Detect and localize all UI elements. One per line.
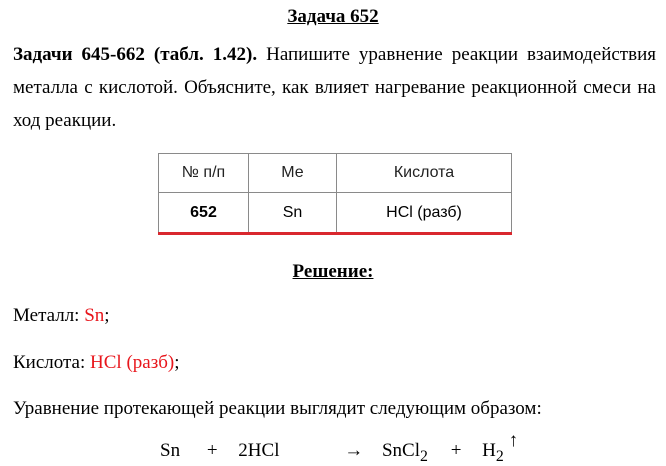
- acid-line: [13, 352, 179, 374]
- table-row: [159, 193, 512, 234]
- equation-intro: Уравнение протекающей реакции выглядит следующим образом:: [13, 398, 542, 419]
- metal-suffix: ;: [104, 305, 110, 326]
- gas-arrow-icon: ↑: [508, 430, 519, 451]
- task-text: Напишите уравнение реакции взаимодействия металла с кислотой. Объясните, как влияет нагревание реакционной смеси на ход реакции.: [13, 44, 656, 131]
- task-statement: [13, 38, 656, 137]
- product-sncl2: SnCl$_2$: [381, 440, 428, 465]
- cell-number: 652: [159, 193, 249, 234]
- reactant-sn: Sn: [160, 440, 181, 461]
- cell-acid: HCl (разб): [337, 193, 512, 234]
- task-title: Задача 652: [287, 6, 379, 27]
- reaction-equation: [160, 430, 519, 466]
- plus-sign-2: +: [450, 440, 462, 461]
- header-metal: Ме: [249, 154, 337, 193]
- metal-line: [13, 305, 110, 327]
- task-range-label: Задачи 645-662 (табл. 1.42).: [13, 44, 258, 65]
- plus-sign: +: [206, 440, 218, 461]
- table-header-row: [159, 154, 512, 193]
- reactant-hcl: 2HCl: [238, 440, 280, 461]
- header-acid: Кислота: [337, 154, 512, 193]
- solution-title: Решение:: [292, 261, 374, 282]
- acid-value: HCl (разб): [90, 352, 175, 373]
- metal-value: Sn: [84, 305, 105, 326]
- metal-label: Металл:: [13, 305, 85, 326]
- acid-suffix: ;: [174, 352, 180, 373]
- product-h2: $H_2$: [482, 440, 504, 465]
- cell-metal: Sn: [249, 193, 337, 234]
- reaction-arrow: →: [344, 440, 364, 461]
- header-number: № п/п: [159, 154, 249, 193]
- task-table: [158, 153, 512, 235]
- acid-label: Кислота:: [13, 352, 91, 373]
